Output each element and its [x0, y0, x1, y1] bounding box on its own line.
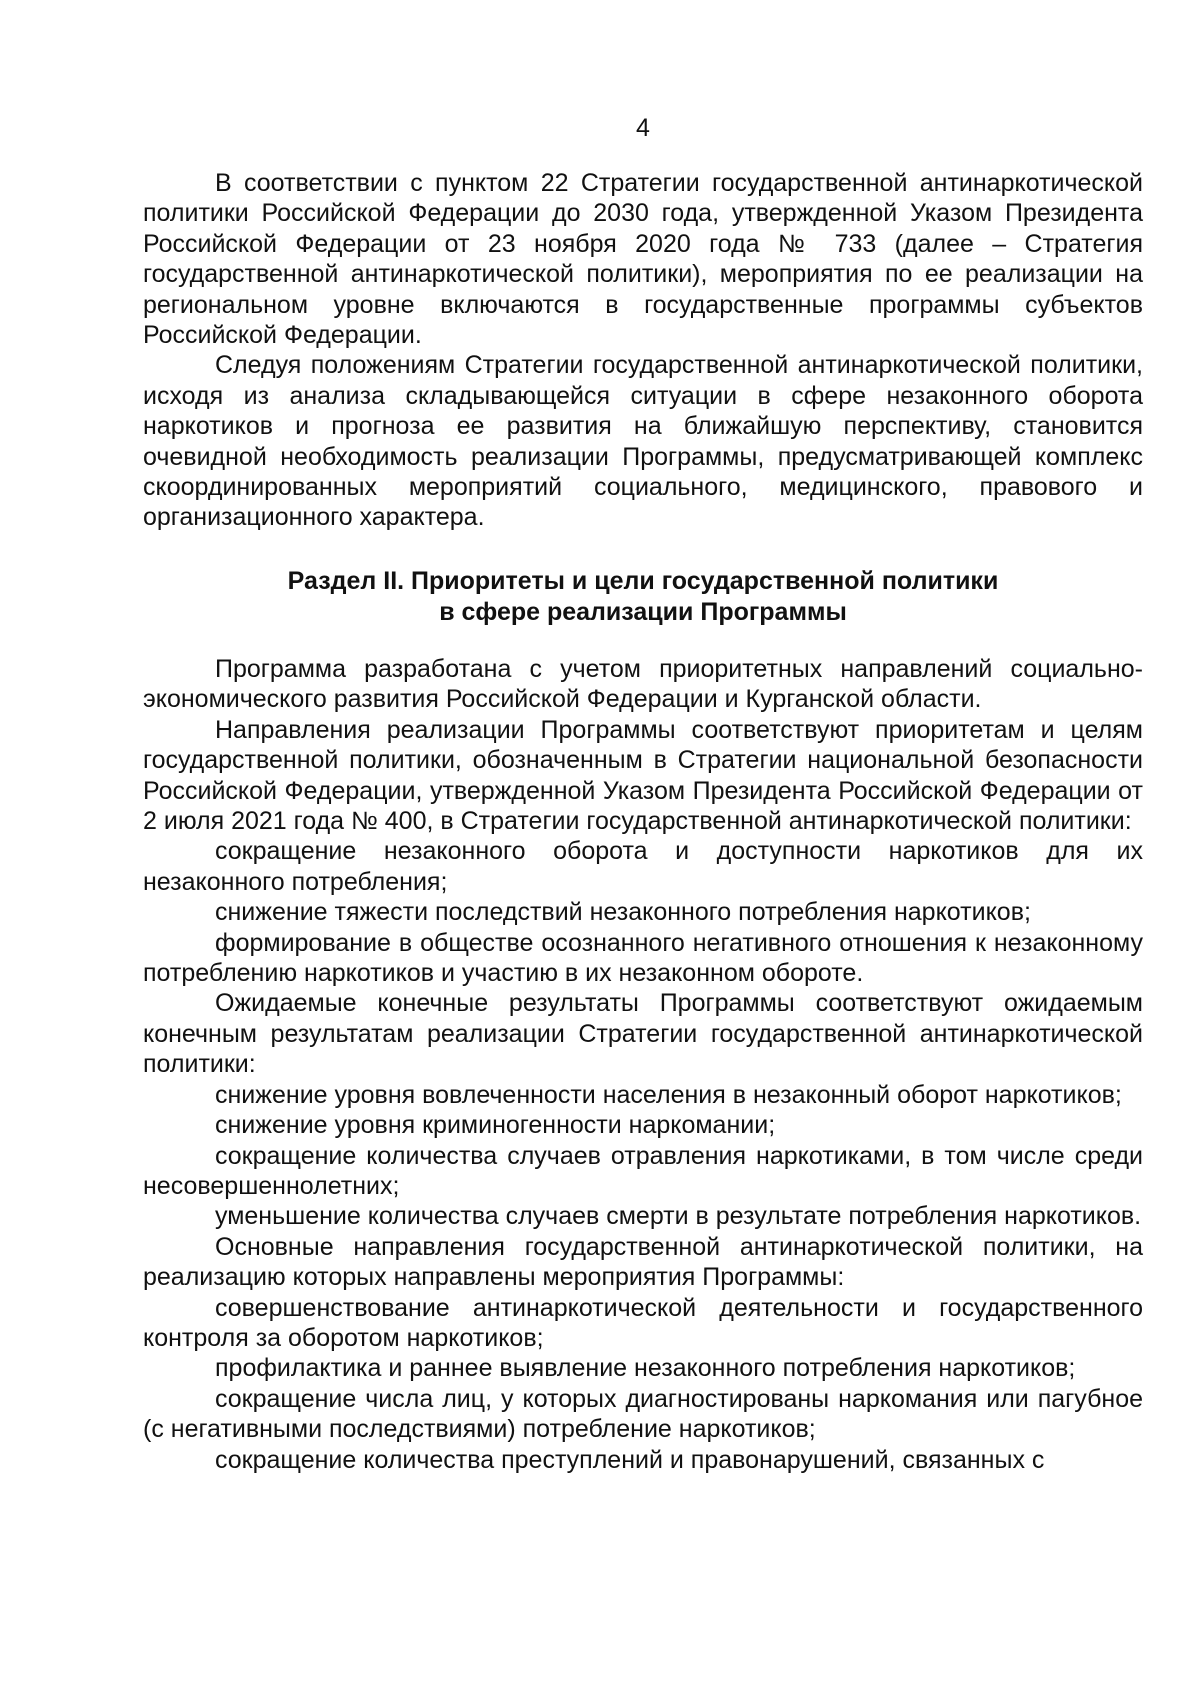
list-item: снижение тяжести последствий незаконного потребления наркотиков;: [215, 898, 1031, 927]
page-number: 4: [636, 114, 650, 142]
list-item: сокращение количества преступлений и правонарушений, связанных с: [215, 1445, 1045, 1474]
paragraph: Программа разработана с учетом приоритетных направлений социально-экономического развития Российской Федерации и Курганской области.: [143, 655, 1143, 714]
list-item: уменьшение количества случаев смерти в результате потребления наркотиков.: [215, 1202, 1142, 1231]
paragraph: Следуя положениям Стратегии государственной антинаркотической политики, исходя из анализа складывающейся ситуации в сфере незаконного оборота наркотиков и прогноза ее развития на ближайшую перспективу, становится очевидной необходимость реализации Программы, предусматривающей комплекс скоординированных мероприятий социального, медицинского, правового и организационного характера.: [143, 351, 1143, 532]
list-item: снижение уровня криминогенности наркомании;: [215, 1111, 776, 1140]
paragraph: Ожидаемые конечные результаты Программы соответствуют ожидаемым конечным результатам реализации Стратегии государственной антинаркотической политики:: [143, 989, 1143, 1079]
section-heading-line: в сфере реализации Программы: [439, 597, 847, 626]
list-item: совершенствование антинаркотической деятельности и государственного контроля за оборотом наркотиков;: [143, 1293, 1143, 1352]
list-item: сокращение незаконного оборота и доступности наркотиков для их незаконного потребления;: [143, 837, 1143, 896]
list-item: сокращение числа лиц, у которых диагностированы наркомания или пагубное (с негативными последствиями) потребление наркотиков;: [143, 1384, 1143, 1444]
list-item: сокращение количества случаев отравления наркотиками, в том числе среди несовершеннолетних;: [143, 1141, 1143, 1200]
list-item: формирование в обществе осознанного негативного отношения к незаконному потреблению наркотиков и участию в их незаконном обороте.: [143, 928, 1143, 988]
document-page: [143, 0, 1143, 1698]
section-heading: [143, 566, 1143, 627]
paragraph: Основные направления государственной антинаркотической политики, на реализацию которых направлены мероприятия Программы:: [143, 1232, 1143, 1292]
section-text: [143, 654, 1143, 1475]
list-item: снижение уровня вовлеченности населения в незаконный оборот наркотиков;: [215, 1080, 1122, 1109]
list-item: профилактика и раннее выявление незаконного потребления наркотиков;: [215, 1354, 1076, 1383]
intro-text: [143, 168, 1143, 533]
paragraph: В соответствии с пунктом 22 Стратегии государственной антинаркотической политики Российской Федерации до 2030 года, утвержденной Указом Президента Российской Федерации от 23 ноября 2020 года № 733 (далее – Стратегия государственной антинаркотической политики), мероприятия по ее реализации на региональном уровне включаются в государственные программы субъектов Российской Федерации.: [143, 169, 1143, 350]
section-heading-line: Раздел II. Приоритеты и цели государственной политики: [287, 567, 999, 595]
paragraph: Направления реализации Программы соответствуют приоритетам и целям государственной политики, обозначенным в Стратегии национальной безопасности Российской Федерации, утвержденной Указом Президента Российской Федерации от 2 июля 2021 года № 400, в Стратегии государственной антинаркотической политики:: [143, 715, 1143, 836]
